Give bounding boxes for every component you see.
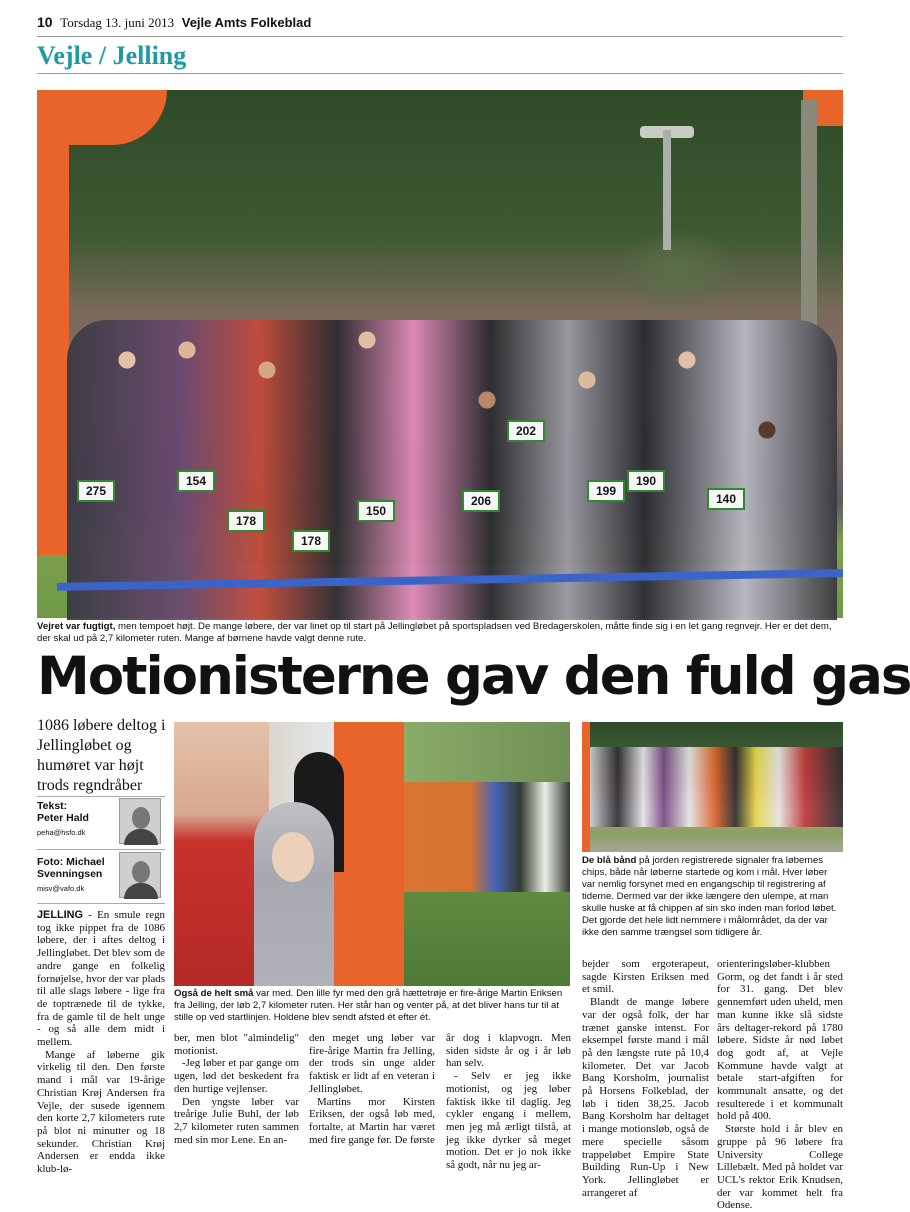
lamp-pole: [663, 130, 671, 250]
byline-email: misv@vafo.dk: [37, 884, 85, 893]
byline-text: [37, 800, 167, 848]
paragraph: Blandt de mange løbere var der også folk, der har trænet ganske intenst. For eksempel første mand i mål på den længste rute på 10,4 kilometer. Det var Jacob Bang Korsholm, journalist på Horsens Folkeblad, der løb i tiden 38,25. Jacob Bang Korsholm har deltaget i mange motionsløb, også de mere specielle såsom trappeløbet Empire State Building Run-Up i New York. Jellingløbet er arrangeret af: [582, 996, 709, 1199]
paragraph: Største hold i år blev en gruppe på 96 løbere fra University College Lillebælt. Med på holdet var UCL's rektor Erik Knudsen, der var kommet helt fra Odense.: [717, 1123, 843, 1212]
runner-crowd: [587, 747, 843, 827]
paragraph: bejder som ergoterapeut, sagde Kirsten Eriksen med et smil.: [582, 958, 709, 996]
page-number: 10: [37, 14, 53, 30]
caption-text: på jorden registrerede signaler fra løbernes chips, både når løberne startede og kom i mål. Hver løber var nemlig forsynet med en engangschip til registrering af tiderne. Dermed var der ikke længere den ulempe, at man skulle huske at få chippen af sin sko inden man forlod løbet. Det gjorde det hele lidt nemmere i målområdet, da der var ikke den samme trængsel som tidligere år.: [582, 855, 837, 938]
race-bib: 178: [227, 510, 265, 532]
race-bib: 206: [462, 490, 500, 512]
intro-text: 1086 løbere deltog i Jellingløbet og humøret var højt trods regndråber: [37, 717, 166, 794]
issue-date: Torsdag 13. juni 2013: [60, 15, 175, 30]
page-header: [37, 12, 843, 34]
race-bib: 140: [707, 488, 745, 510]
grass: [404, 892, 570, 986]
dateline: JELLING: [37, 909, 83, 921]
article-column-3: [309, 1032, 435, 1146]
photographer-photo: [119, 852, 161, 898]
paragraph: orienteringsløber-klubben Gorm, og det fandt i år sted for 31. gang. Det blev gennemført uden uheld, men man kunne ikke slå sidste års deltager-rekord på 1780 løbere. Sidste år nød løbet dog godt af, at Vejle Kommune havde valgt at betale start-afgiften for kommunalt ansatte, og det resulterede i et kommunalt hold på 400.: [717, 958, 843, 1123]
caption-lead: Også de helt små: [174, 988, 254, 999]
race-bib: 199: [587, 480, 625, 502]
caption-lead: De blå bånd: [582, 855, 637, 866]
child-grey-hoodie: [254, 802, 334, 986]
photo-small-runners: [174, 722, 570, 986]
paragraph: den meget ung løber var fire-årige Martin fra Jelling, der trods sin unge alder faktisk er lidt af en veteran i Jellingløbet.: [309, 1032, 435, 1095]
header-rule: [37, 36, 843, 37]
caption-lead: Vejret var fugtigt,: [37, 621, 116, 632]
byline-rule: [37, 796, 165, 797]
section-rule: [37, 73, 843, 74]
paragraph: - Selv er jeg ikke motionist, og jeg løber faktisk ikke til daglig. Jeg cykler engang i mellem, men jeg må ærligt tilstå, at jeg ikke dyrker så meget motion. Det er jo nok ikke så godt, når nu jeg ar-: [446, 1070, 571, 1172]
race-bib: 150: [357, 500, 395, 522]
runners-background: [404, 782, 570, 892]
article-column-5: [582, 958, 709, 1199]
byline-photo: [37, 856, 167, 904]
article-column-6: [717, 958, 843, 1212]
headline: Motionisterne gav den fuld gas: [37, 646, 910, 707]
byline-rule: [37, 903, 165, 904]
paragraph: ber, men blot "almindelig" motionist.: [174, 1032, 299, 1057]
race-bib: 275: [77, 480, 115, 502]
race-bib: 190: [627, 470, 665, 492]
start-arch: [582, 722, 590, 852]
photo3-caption: [582, 855, 843, 939]
photo-start-field: [582, 722, 843, 852]
byline-label: Foto: Michael Svenningsen: [37, 856, 105, 880]
byline-rule: [37, 849, 165, 850]
paragraph: Mange af løberne gik virkelig til den. Den første mand i mål var 19-årige Christian Krøj Andersen fra Vejle, der susede igennem den korte 2,7 kilometers rute på blot ni minutter og 18 sekunder. Christian Krøj Andersen er endda ikke klub-lø-: [37, 1048, 165, 1176]
byline-label: Tekst: Peter Hald: [37, 800, 89, 824]
paragraph: Martins mor Kirsten Eriksen, der også løb med, fortalte, at Martin har været med fire gange før. De første: [309, 1095, 435, 1146]
caption-text: var med. Den lille fyr med den grå hættetrøje er fire-årige Martin Eriksen fra Jelling, der løb 2,7 kilometer ruten. Her står han og venter på, at det bliver hans tur til at stille op ved startlinjen. Holdene blev sendt afsted ét efter ét.: [174, 988, 563, 1023]
start-arch-left: [37, 90, 69, 555]
paragraph: år dog i klapvogn. Men siden sidste år og i år løb han selv.: [446, 1032, 571, 1070]
byline-email: peha@hsfo.dk: [37, 828, 86, 837]
publication-name: Vejle Amts Folkeblad: [181, 15, 312, 30]
paragraph: - En smule regn tog ikke pippet fra de 1086 løbere, der i aftes deltog i Jellingløbet. Det blev som de andre gange en folkelig fornøjelse, hvor der var plads til alle slags løbere - lige fra de toptrænede til de tykke, fra de gamle til de helt unge - og så alle dem midt i mellem.: [37, 909, 165, 1049]
paragraph: Den yngste løber var treårige Julie Buhl, der løb 2,7 kilometer ruten sammen med sin mor Lene. En an-: [174, 1095, 299, 1146]
section-title: Vejle / Jelling: [37, 41, 187, 70]
race-bib: 202: [507, 420, 545, 442]
article-column-1: [37, 909, 165, 1176]
paragraph: -Jeg løber et par gange om ugen, lød det beskedent fra den hurtige vejlenser.: [174, 1057, 299, 1095]
child-face: [272, 832, 314, 882]
article-column-4: [446, 1032, 571, 1172]
start-arch: [334, 722, 404, 986]
article-column-2: [174, 1032, 299, 1146]
author-photo: [119, 798, 161, 844]
photo2-caption: [174, 988, 570, 1024]
race-bib: 154: [177, 470, 215, 492]
caption-text: men tempoet højt. De mange løbere, der var linet op til start på Jellingløbet på sportspladsen ved Bredagerskolen, måtte finde sig i en let gang regnvejr. Her er det dem, der skal ud på 2,7 kilometer ruten. Mange af børnene havde valgt denne rute.: [37, 621, 832, 644]
main-photo: [37, 90, 843, 618]
race-bib: 178: [292, 530, 330, 552]
